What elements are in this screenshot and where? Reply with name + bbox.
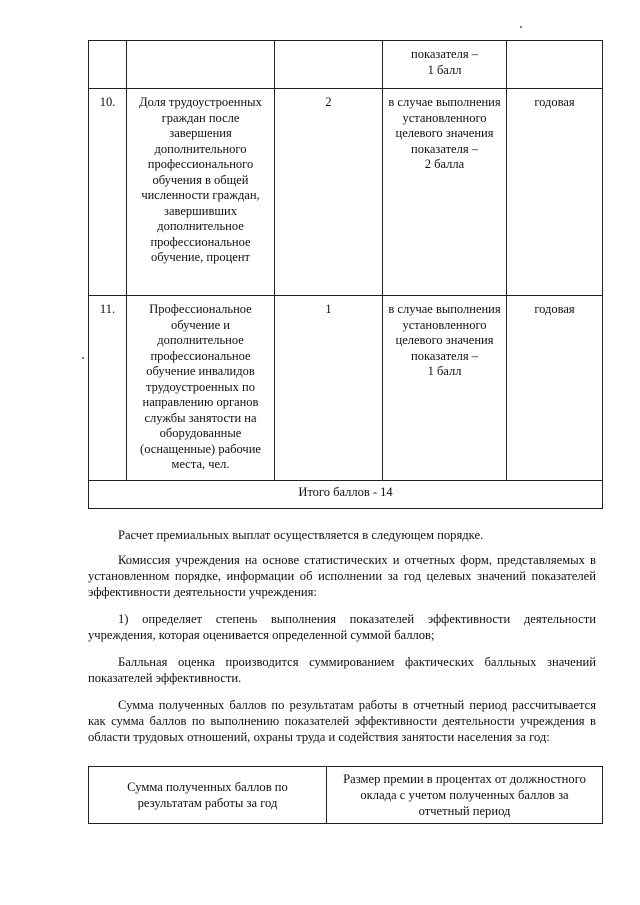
table-row: [89, 296, 603, 481]
condition-cell: в случае выполнения установленного целевого значения показателя – 2 балла: [383, 89, 507, 296]
points-cell: 1: [275, 296, 383, 481]
table-row-total: [89, 481, 603, 509]
score-header-sum: Сумма полученных баллов по результатам работы за год: [89, 767, 327, 824]
row-number: 11.: [89, 296, 127, 481]
score-header-bonus: Размер премии в процентах от должностного оклада с учетом полученных баллов за отчетный период: [327, 767, 603, 824]
scan-speck: [520, 26, 522, 28]
table-row-continuation: [89, 41, 603, 89]
score-table: [88, 766, 603, 824]
table-row: [89, 767, 603, 824]
paragraph: Комиссия учреждения на основе статистических и отчетных форм, представляемых в установленном порядке, информации об исполнении за год целевых значений показателей эффективности деятельности учреждения:: [88, 553, 596, 599]
table-cell: [89, 41, 127, 89]
total-points: Итого баллов - 14: [89, 481, 603, 509]
kpi-table: [88, 40, 603, 509]
row-number: 10.: [89, 89, 127, 296]
indicator-cell: Профессиональное обучение и дополнительное профессиональное обучение инвалидов трудоустроенных по направлению органов службы занятости на оборудованные (оснащенные) рабочие места, чел.: [127, 296, 275, 481]
indicator-cell: Доля трудоустроенных граждан после завершения дополнительного профессионального обучения в общей численности граждан, завершивших дополнительное профессиональное обучение, процент: [127, 89, 275, 296]
period-cell: годовая: [507, 89, 603, 296]
scan-speck: [82, 357, 84, 359]
paragraph: Балльная оценка производится суммированием фактических балльных значений показателей эффективности.: [88, 655, 596, 685]
condition-cell: в случае выполнения установленного целевого значения показателя – 1 балл: [383, 296, 507, 481]
table-row: [89, 89, 603, 296]
paragraph: 1) определяет степень выполнения показателей эффективности деятельности учреждения, которая оценивается определенной суммой баллов;: [88, 612, 596, 642]
table-cell: [507, 41, 603, 89]
table-cell: [275, 41, 383, 89]
period-cell: годовая: [507, 296, 603, 481]
condition-cell: показателя – 1 балл: [383, 41, 507, 89]
paragraph: Расчет премиальных выплат осуществляется в следующем порядке.: [118, 528, 484, 542]
table-cell: [127, 41, 275, 89]
paragraph: Сумма полученных баллов по результатам работы в отчетный период рассчитывается как сумма баллов по выполнению показателей эффективности деятельности учреждения в области трудовых отношений, охраны труда и содействия занятости населения за год:: [88, 698, 596, 744]
points-cell: 2: [275, 89, 383, 296]
